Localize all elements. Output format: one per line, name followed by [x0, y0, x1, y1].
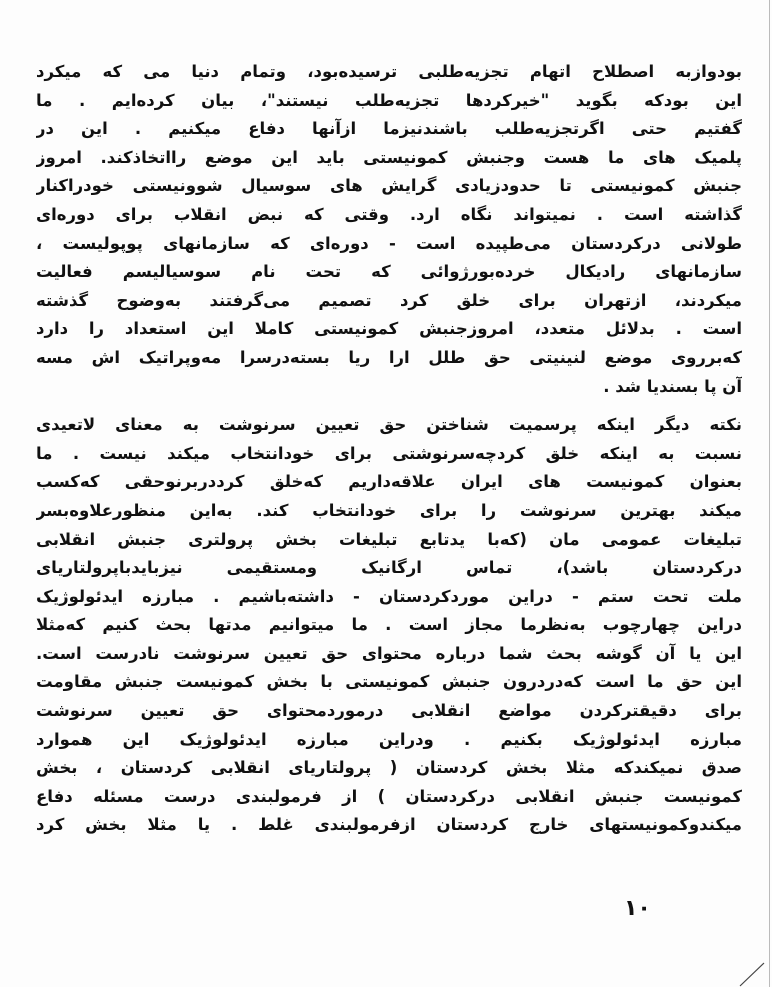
- text-line: این یا آن گوشه بحث شما درباره محتوای حق تعیین سرنوشت نادرست است.: [36, 643, 742, 663]
- text-line: مبارزه ایدئولوژیک بکنیم . ودراین مبارزه ایدئولوژیک این هموارد: [36, 729, 742, 749]
- text-line: صدق نمیکندکه مثلا بخش کردستان ( پرولتاریای انقلابی کردستان ، بخش: [36, 758, 742, 778]
- text-line: آن پا بسندیا شد .: [603, 376, 742, 396]
- scan-corner-mark: [738, 959, 766, 987]
- paragraph-1: [36, 58, 742, 401]
- text-line: تبلیغات عمومی مان (که‌با یدتابع تبلیغات بخش پرولتری جنبش انقلابی: [36, 529, 742, 549]
- text-line: طولانی درکردستان می‌طپیده است - دوره‌ای که سازمانهای پوپولیست ،: [36, 233, 742, 253]
- text-line: ملت تحت ستم - دراین موردکردستان - داشته‌باشیم . مبارزه ایدئولوژیک: [36, 586, 742, 606]
- text-line: برای دقیقترکردن مواضع انقلابی درموردمحتوای حق تعیین سرنوشت: [36, 701, 742, 721]
- text-line: نسبت به اینکه خلق کردچه‌سرنوشتی برای خودانتخاب میکند نیست . ما: [36, 443, 742, 463]
- scan-page-edge: [769, 0, 770, 987]
- text-line: بعنوان کمونیست های ایران علاقه‌داریم که‌خلق کرددربرنوحقی که‌کسب: [36, 472, 742, 492]
- text-line: جنبش کمونیستی تا حدودزیادی گرایش های سوسیال شوونیستی خودراکنار: [36, 176, 742, 196]
- text-line: است . بدلائل متعدد، امروزجنبش کمونیستی کاملا این استعداد را دارد: [36, 319, 742, 339]
- text-line: میکند بهترین سرنوشت را برای خودانتخاب کند. به‌این منظورعلاوه‌بسر: [36, 500, 742, 520]
- text-line: دراین چهارچوب به‌نظرما مجاز است . ما میتوانیم مدتها بحث کنیم که‌مثلا: [36, 615, 742, 635]
- text-line: میکندوکمونیستهای خارج کردستان ازفرمولبندی غلط . یا مثلا بخش کرد: [36, 815, 742, 835]
- document-body: [36, 58, 742, 840]
- text-line: میکردند، ازتهران برای خلق کرد تصمیم می‌گرفتند به‌وضوح گذشته: [36, 290, 742, 310]
- text-line: بودوازبه اصطلاح اتهام تجزیه‌طلبی ترسیده‌بود، وتمام دنیا می که میکرد: [36, 62, 742, 81]
- paragraph-2: [36, 411, 742, 840]
- text-line: پلمیک های ما هست وجنبش کمونیستی باید این موضع رااتخاذکند. امروز: [36, 147, 742, 167]
- text-line: گذاشته است . نمیتواند نگاه ارد. وقتی که نبض انقلاب برای دوره‌ای: [36, 204, 742, 224]
- text-line: این حق ما است که‌دردرون جنبش کمونیستی با بخش کمونیست جنبش مقاومت: [36, 672, 742, 692]
- text-line: که‌برروی موضع لنینیتی حق طلل ارا ریا بسته‌درسرا مه‌وپراتیک اش مسه: [36, 347, 742, 367]
- text-line: کمونیست جنبش انقلابی درکردستان ) از فرمولبندی درست مسئله دفاع: [36, 786, 742, 806]
- page-number: ۱۰: [624, 896, 651, 921]
- paragraph-gap: [36, 401, 742, 411]
- text-line: این بودکه بگوید "خیرکردها تجزیه‌طلب نیستند"، بیان کرده‌ایم . ما: [36, 90, 742, 110]
- text-line: نکته دیگر اینکه پرسمیت شناختن حق تعیین سرنوشت به معنای لاتعیدی: [36, 415, 742, 435]
- text-line: درکردستان باشد)، تماس ارگانیک ومستقیمی نیزبایدباپرولتاریای: [36, 558, 742, 578]
- text-line: سازمانهای رادیکال خرده‌بورژوائی که تحت نام سوسیالیسم فعالیت: [36, 262, 742, 282]
- text-line: گفتیم حتی اگرتجزیه‌طلب باشندنیزما ازآنها دفاع میکنیم . این در: [36, 119, 742, 139]
